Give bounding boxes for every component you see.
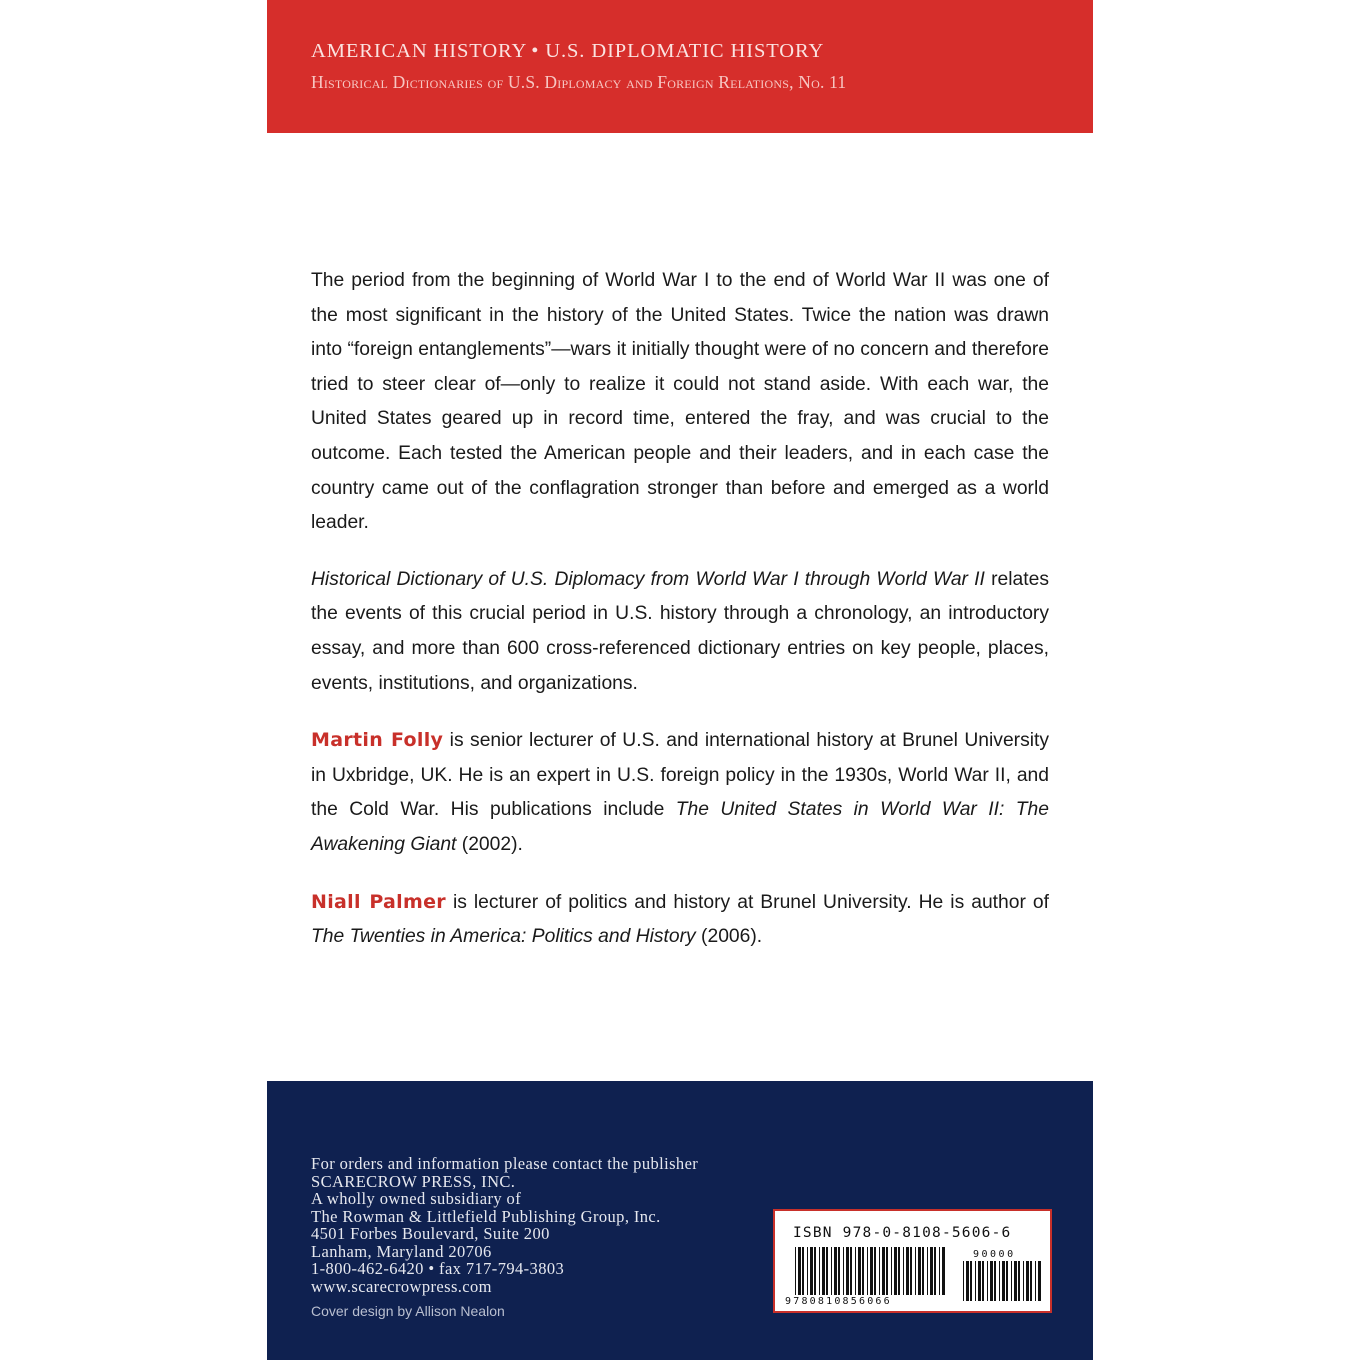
barcode-bar (822, 1247, 825, 1295)
author-bio-year: (2006). (695, 926, 763, 948)
description-text: relates the events of this crucial period in U.S. history through a chronology, an introductory essay, and more than 600 cross-referenced dictionary entries on key people, places, events, institutions, and organizations. (311, 568, 1049, 694)
barcode-bar (795, 1247, 796, 1295)
author-book-title: The United States in World War II: The Awakening Giant (311, 799, 1049, 855)
barcode-bar (862, 1247, 864, 1295)
sub-series-title: Historical Dictionaries of U.S. Diplomacy and Foreign Relations, No. 11 (311, 72, 847, 92)
barcode-bar (870, 1247, 873, 1295)
barcode-bar (826, 1247, 828, 1295)
series-category-1: AMERICAN HISTORY (311, 40, 528, 62)
barcode-bar (1011, 1261, 1012, 1301)
publisher-line: 4501 Forbes Boulevard, Suite 200 (311, 1224, 550, 1243)
barcode-bar (903, 1247, 904, 1295)
barcode-bar (874, 1247, 876, 1295)
barcode-bar (1035, 1261, 1036, 1301)
publisher-line: Lanham, Maryland 20706 (311, 1241, 492, 1261)
description-paragraph-1: The period from the beginning of World War I to the end of World War II was one of the most significant in the history of the United States. Twice the nation was drawn into “foreign entanglements”—wars it initially thought were of no concern and therefore tried to steer clear of—only to realize it could not stand aside. With each war, the United States geared up in record time, entered the fray, and was crucial to the outcome. Each tested the American people and their leaders, and in each case the country came out of the conflagration stronger than before and emerged as a world leader. (311, 270, 1049, 534)
barcode-bar (934, 1247, 936, 1295)
barcode-bar (930, 1247, 933, 1295)
barcode-bar (987, 1261, 988, 1301)
barcode-bar (834, 1247, 837, 1295)
barcode-bar (1002, 1261, 1005, 1301)
author-bio-year: (2002). (456, 833, 523, 855)
publisher-line: A wholly owned subsidiary of (311, 1189, 522, 1208)
book-back-cover (267, 0, 1093, 1360)
barcode-bar (894, 1247, 897, 1295)
barcode-bar (802, 1247, 804, 1295)
barcode-bar (975, 1261, 976, 1301)
barcode-bar (843, 1247, 844, 1295)
barcode-bar (1030, 1261, 1032, 1301)
barcode-bar (807, 1247, 808, 1295)
barcode-bar (898, 1247, 900, 1295)
barcode-bar (922, 1247, 924, 1295)
barcode-bar (838, 1247, 840, 1295)
barcode-bar (831, 1247, 832, 1295)
publisher-line: www.scarecrowpress.com (311, 1276, 492, 1296)
author-bio-text: is senior lecturer of U.S. and international history at Brunel University in Uxbridge, UK. He is an expert in U.S. foreign policy in the 1930s, World War II, and the Cold War. His publications include (311, 730, 1050, 821)
barcode-bar (846, 1247, 849, 1295)
barcode-bar (1018, 1261, 1020, 1301)
barcode-bar (1006, 1261, 1008, 1301)
barcode-bar (1038, 1261, 1041, 1301)
book-description (311, 264, 1049, 977)
barcode-bar (963, 1261, 964, 1301)
publisher-footer-band (267, 1081, 1093, 1360)
publisher-line: 1-800-462-6420 • fax 717-794-3803 (311, 1259, 565, 1278)
barcode-bar (915, 1247, 916, 1295)
author-book-title: The Twenties in America: Politics and History (311, 926, 696, 948)
author-bio-folly (311, 723, 1049, 862)
isbn-number: ISBN 978-0-8108-5606-6 (793, 1225, 1012, 1241)
barcode-bar (966, 1261, 969, 1301)
barcode-bar (918, 1247, 921, 1295)
publisher-line: The Rowman & Littlefield Publishing Group, Inc. (311, 1206, 661, 1226)
barcode-bar (939, 1247, 940, 1295)
barcode-bar (990, 1261, 993, 1301)
barcode-bar (850, 1247, 852, 1295)
cover-design-credit: Cover design by Allison Nealon (311, 1303, 505, 1319)
barcode-bar (867, 1247, 868, 1295)
barcode-bar (882, 1247, 885, 1295)
description-paragraph-2 (311, 563, 1049, 701)
barcode-bar (927, 1247, 928, 1295)
barcode-bar (855, 1247, 856, 1295)
barcode-bar (982, 1261, 984, 1301)
barcode-bar (970, 1261, 972, 1301)
series-header-band (267, 0, 1093, 133)
barcode-bar (1014, 1261, 1017, 1301)
series-category-2: U.S. DIPLOMATIC HISTORY (545, 40, 825, 62)
barcode-bar (819, 1247, 820, 1295)
publisher-info (311, 1155, 698, 1295)
isbn-barcode (773, 1209, 1052, 1313)
ean-digits: 9780810856066 (785, 1296, 892, 1307)
barcode-bar (810, 1247, 813, 1295)
barcode-bar (906, 1247, 909, 1295)
author-bio-palmer (311, 885, 1049, 955)
barcode-bar (891, 1247, 892, 1295)
barcode-bar (886, 1247, 888, 1295)
author-bio-text: is lecturer of politics and history at Brunel University. He is author of (445, 891, 1049, 913)
barcode-bar (910, 1247, 912, 1295)
author-name: Niall Palmer (311, 890, 446, 913)
barcode-bar (1026, 1261, 1029, 1301)
author-name: Martin Folly (311, 729, 444, 752)
series-separator: • (531, 40, 540, 62)
barcode-bar (978, 1261, 981, 1301)
barcode-bar (858, 1247, 861, 1295)
price-addon-digits: 90000 (973, 1249, 1016, 1260)
barcode-bar (994, 1261, 996, 1301)
series-line (311, 40, 824, 63)
barcode-bar (1023, 1261, 1024, 1301)
publisher-line: SCARECROW PRESS, INC. (311, 1171, 516, 1191)
barcode-bar (942, 1247, 945, 1295)
barcode-bar (798, 1247, 801, 1295)
barcode-bar (879, 1247, 880, 1295)
publisher-line: For orders and information please contact the publisher (311, 1154, 699, 1173)
book-title: Historical Dictionary of U.S. Diplomacy from World War I through World War II (311, 568, 985, 590)
barcode-bar (814, 1247, 816, 1295)
barcode-bar (999, 1261, 1000, 1301)
